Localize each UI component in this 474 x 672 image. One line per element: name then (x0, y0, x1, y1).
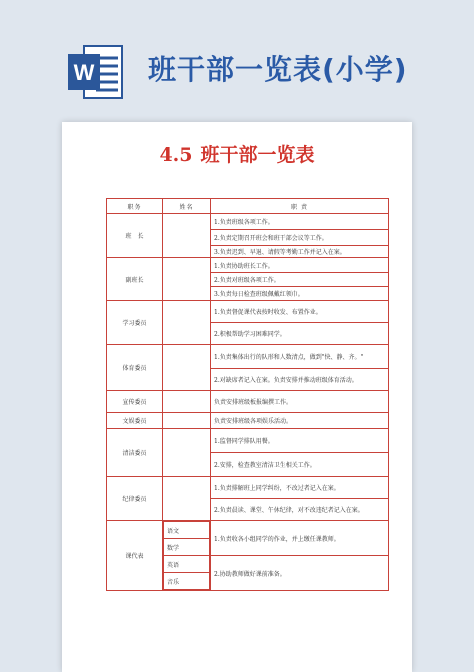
duty-cell: 2.负责定期召开班会和班干部会议等工作。 (211, 230, 389, 246)
table-row (107, 429, 389, 453)
column-header-duties: 职 责 (211, 199, 389, 214)
role-cell: 宣传委员 (107, 391, 163, 413)
role-cell: 学习委员 (107, 301, 163, 345)
subject-item: 数学 (164, 539, 210, 556)
duty-cell: 负责安排班级板报编撰工作。 (211, 391, 389, 413)
document-page (62, 122, 412, 672)
role-cell: 班 长 (107, 214, 163, 258)
class-officer-table (106, 198, 389, 591)
name-cell (163, 391, 211, 413)
duty-cell: 1.负责收各小组同学的作业，并上缴任课教师。 (211, 521, 389, 556)
document-title (62, 140, 412, 167)
table-header-row (107, 199, 389, 214)
duty-cell: 1.负责督促课代表按时收发、布置作业。 (211, 301, 389, 323)
page-title: 班干部一览表(小学) (148, 53, 408, 86)
role-cell: 副班长 (107, 258, 163, 301)
title-text: 班干部一览表 (200, 144, 315, 166)
duty-cell: 2.安排，检查教室清洁卫生相关工作。 (211, 453, 389, 477)
word-doc-icon (66, 44, 124, 100)
duty-cell: 3.负责迟到、早退、请假等考勤工作并记入在案。 (211, 246, 389, 258)
column-header-name: 姓名 (163, 199, 211, 214)
name-cell (163, 345, 211, 391)
role-cell: 体育委员 (107, 345, 163, 391)
table-row (107, 345, 389, 369)
name-cell (163, 258, 211, 301)
duty-cell: 2.负责晨读、课堂、午休纪律，对不改违纪者记入在案。 (211, 499, 389, 521)
role-cell: 清洁委员 (107, 429, 163, 477)
role-cell: 课代表 (107, 521, 163, 591)
table-row (107, 391, 389, 413)
duty-cell: 1.负责协助班长工作。 (211, 258, 389, 273)
table-row (107, 258, 389, 273)
duty-cell: 1.负责班级各项工作。 (211, 214, 389, 230)
duty-cell: 3.负责每日检查班级佩戴红领巾。 (211, 287, 389, 301)
table-row (107, 214, 389, 230)
subject-item: 语文 (164, 522, 210, 539)
name-cell (163, 214, 211, 258)
duty-cell: 2.协助教师做好课前准备。 (211, 556, 389, 591)
duty-cell: 2.负责对班级各项工作。 (211, 273, 389, 287)
name-cell (163, 413, 211, 429)
role-cell: 文娱委员 (107, 413, 163, 429)
duty-cell: 负责安排班级各项娱乐活动。 (211, 413, 389, 429)
subject-list (163, 521, 210, 590)
title-number: 4.5 (159, 144, 193, 166)
table-row (107, 301, 389, 323)
name-cell (163, 429, 211, 477)
duty-cell: 1.负责集体出行的队形和人数清点，做到"快、静、齐。" (211, 345, 389, 369)
subject-item: 音乐 (164, 573, 210, 590)
duty-cell: 1.监督同学排队用餐。 (211, 429, 389, 453)
subject-list-cell (163, 521, 211, 591)
role-cell: 纪律委员 (107, 477, 163, 521)
duty-cell: 1.负责排解班上同学纠纷，不改过者记入在案。 (211, 477, 389, 499)
subject-item: 英语 (164, 556, 210, 573)
duty-cell: 2.对缺席者记入在案。负责安排并推动班级体育活动。 (211, 369, 389, 391)
table-row (107, 413, 389, 429)
table-row (107, 521, 389, 556)
column-header-role: 职务 (107, 199, 163, 214)
name-cell (163, 477, 211, 521)
page-header (0, 0, 474, 128)
duty-cell: 2.积极帮助学习困难同学。 (211, 323, 389, 345)
table-row (107, 477, 389, 499)
word-icon-letter: W (73, 60, 95, 85)
name-cell (163, 301, 211, 345)
